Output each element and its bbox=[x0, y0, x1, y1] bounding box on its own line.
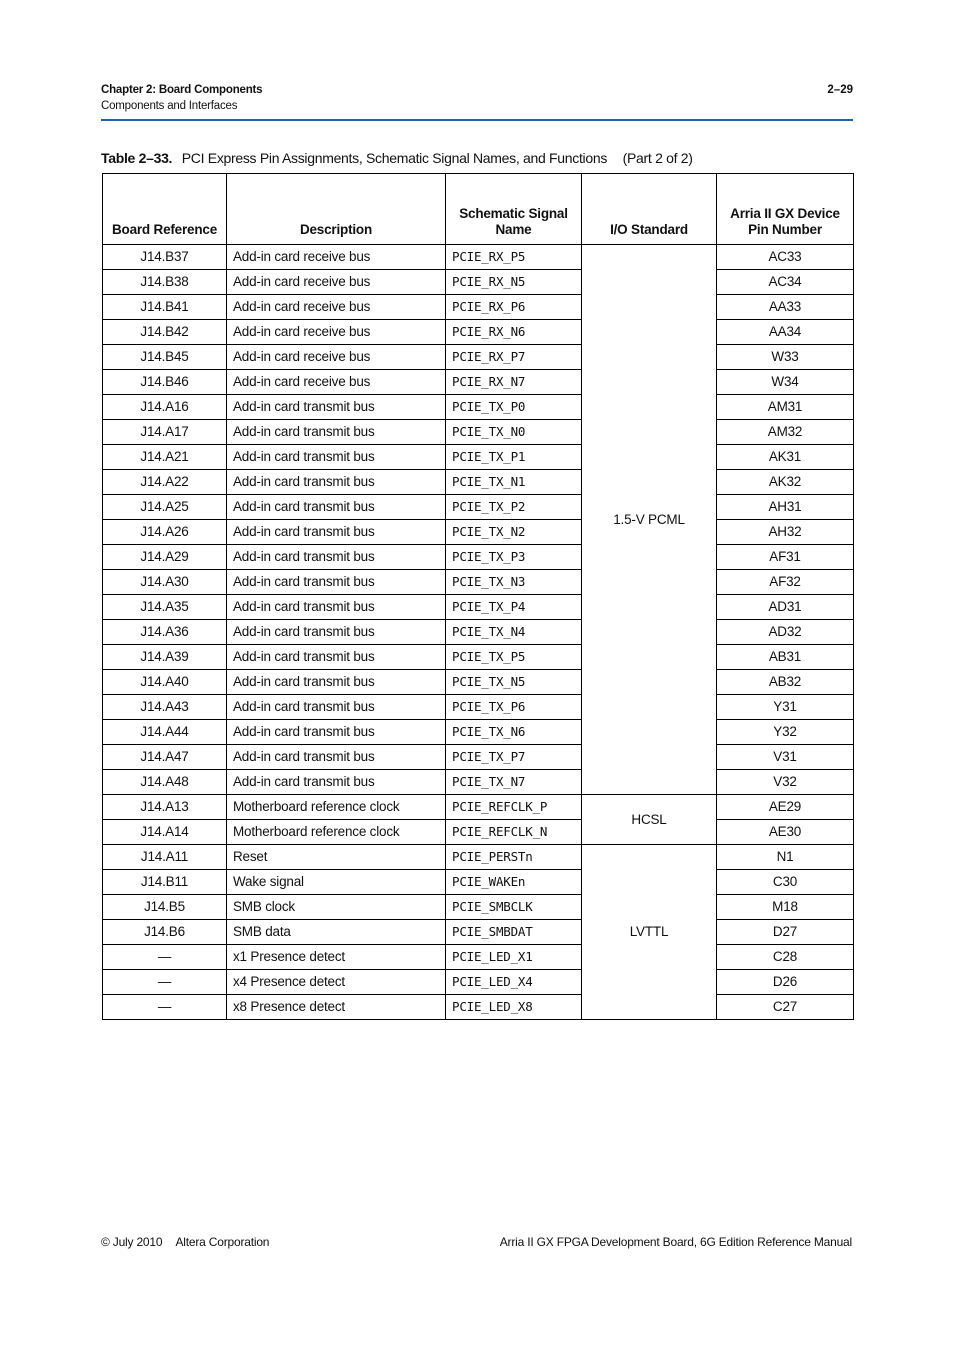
signal-name-cell: PCIE_LED_X8 bbox=[446, 995, 582, 1020]
table-body bbox=[103, 245, 854, 1020]
description-cell: Add-in card transmit bus bbox=[227, 495, 446, 520]
board-reference-cell: J14.B42 bbox=[103, 320, 227, 345]
board-reference-cell: J14.B41 bbox=[103, 295, 227, 320]
signal-name-cell: PCIE_TX_N4 bbox=[446, 620, 582, 645]
signal-name-cell: PCIE_TX_N5 bbox=[446, 670, 582, 695]
col-pin-line2: Pin Number bbox=[748, 222, 822, 237]
table-row bbox=[103, 670, 854, 695]
description-cell: Wake signal bbox=[227, 870, 446, 895]
io-standard-cell: 1.5-V PCML bbox=[582, 245, 717, 795]
board-reference-cell: J14.B11 bbox=[103, 870, 227, 895]
table-part: (Part 2 of 2) bbox=[622, 150, 693, 166]
pin-number-cell: Y32 bbox=[717, 720, 854, 745]
pin-number-cell: D26 bbox=[717, 970, 854, 995]
signal-name-cell: PCIE_PERSTn bbox=[446, 845, 582, 870]
board-reference-cell: J14.A25 bbox=[103, 495, 227, 520]
signal-name-cell: PCIE_LED_X1 bbox=[446, 945, 582, 970]
description-cell: Add-in card receive bus bbox=[227, 320, 446, 345]
board-reference-cell: J14.A43 bbox=[103, 695, 227, 720]
signal-name-cell: PCIE_TX_N3 bbox=[446, 570, 582, 595]
signal-name-cell: PCIE_REFCLK_N bbox=[446, 820, 582, 845]
pin-number-cell: AF31 bbox=[717, 545, 854, 570]
board-reference-cell: J14.B6 bbox=[103, 920, 227, 945]
table-row bbox=[103, 720, 854, 745]
signal-name-cell: PCIE_RX_N7 bbox=[446, 370, 582, 395]
description-cell: Add-in card transmit bus bbox=[227, 620, 446, 645]
header-rule bbox=[101, 119, 853, 121]
table-row bbox=[103, 970, 854, 995]
signal-name-cell: PCIE_SMBDAT bbox=[446, 920, 582, 945]
board-reference-cell: J14.A22 bbox=[103, 470, 227, 495]
table-row bbox=[103, 895, 854, 920]
board-reference-cell: J14.A35 bbox=[103, 595, 227, 620]
signal-name-cell: PCIE_RX_P6 bbox=[446, 295, 582, 320]
pin-number-cell: N1 bbox=[717, 845, 854, 870]
board-reference-cell: J14.A39 bbox=[103, 645, 227, 670]
table-row bbox=[103, 295, 854, 320]
table-row bbox=[103, 570, 854, 595]
signal-name-cell: PCIE_TX_P1 bbox=[446, 445, 582, 470]
board-reference-cell: J14.A17 bbox=[103, 420, 227, 445]
board-reference-cell: — bbox=[103, 995, 227, 1020]
pin-number-cell: AA33 bbox=[717, 295, 854, 320]
io-standard-cell: LVTTL bbox=[582, 845, 717, 1020]
signal-name-cell: PCIE_TX_P5 bbox=[446, 645, 582, 670]
pin-number-cell: V31 bbox=[717, 745, 854, 770]
table-row bbox=[103, 695, 854, 720]
col-description: Description bbox=[227, 174, 446, 245]
signal-name-cell: PCIE_TX_N0 bbox=[446, 420, 582, 445]
description-cell: SMB data bbox=[227, 920, 446, 945]
table-row bbox=[103, 420, 854, 445]
table-row bbox=[103, 545, 854, 570]
board-reference-cell: J14.A26 bbox=[103, 520, 227, 545]
table-row bbox=[103, 945, 854, 970]
pin-number-cell: AD32 bbox=[717, 620, 854, 645]
description-cell: Add-in card transmit bus bbox=[227, 770, 446, 795]
description-cell: Add-in card transmit bus bbox=[227, 545, 446, 570]
pin-number-cell: V32 bbox=[717, 770, 854, 795]
pin-number-cell: AH32 bbox=[717, 520, 854, 545]
description-cell: Add-in card receive bus bbox=[227, 370, 446, 395]
description-cell: Add-in card receive bus bbox=[227, 295, 446, 320]
description-cell: Add-in card transmit bus bbox=[227, 645, 446, 670]
signal-name-cell: PCIE_LED_X4 bbox=[446, 970, 582, 995]
table-row bbox=[103, 270, 854, 295]
description-cell: x1 Presence detect bbox=[227, 945, 446, 970]
pin-number-cell: W33 bbox=[717, 345, 854, 370]
board-reference-cell: J14.B46 bbox=[103, 370, 227, 395]
footer-left bbox=[101, 1235, 269, 1249]
col-pin-line1: Arria II GX Device bbox=[730, 206, 840, 221]
table-row bbox=[103, 445, 854, 470]
page-number: 2–29 bbox=[827, 84, 853, 96]
table-header-row bbox=[103, 174, 854, 245]
pin-number-cell: AD31 bbox=[717, 595, 854, 620]
signal-name-cell: PCIE_TX_P3 bbox=[446, 545, 582, 570]
signal-name-cell: PCIE_TX_P7 bbox=[446, 745, 582, 770]
board-reference-cell: J14.A16 bbox=[103, 395, 227, 420]
signal-name-cell: PCIE_TX_P2 bbox=[446, 495, 582, 520]
description-cell: Reset bbox=[227, 845, 446, 870]
table-row bbox=[103, 470, 854, 495]
pin-number-cell: D27 bbox=[717, 920, 854, 945]
description-cell: Add-in card receive bus bbox=[227, 345, 446, 370]
pin-number-cell: AE30 bbox=[717, 820, 854, 845]
table-row bbox=[103, 745, 854, 770]
description-cell: Add-in card receive bus bbox=[227, 245, 446, 270]
table-row bbox=[103, 870, 854, 895]
table-row bbox=[103, 795, 854, 820]
signal-name-cell: PCIE_TX_N6 bbox=[446, 720, 582, 745]
signal-name-cell: PCIE_REFCLK_P bbox=[446, 795, 582, 820]
description-cell: Motherboard reference clock bbox=[227, 795, 446, 820]
pin-number-cell: W34 bbox=[717, 370, 854, 395]
description-cell: SMB clock bbox=[227, 895, 446, 920]
signal-name-cell: PCIE_SMBCLK bbox=[446, 895, 582, 920]
table-row bbox=[103, 245, 854, 270]
board-reference-cell: J14.A47 bbox=[103, 745, 227, 770]
col-pin-number bbox=[717, 174, 854, 245]
description-cell: Add-in card transmit bus bbox=[227, 520, 446, 545]
table-caption bbox=[101, 150, 693, 166]
table-row bbox=[103, 845, 854, 870]
signal-name-cell: PCIE_TX_N2 bbox=[446, 520, 582, 545]
description-cell: x8 Presence detect bbox=[227, 995, 446, 1020]
description-cell: Add-in card transmit bus bbox=[227, 420, 446, 445]
board-reference-cell: J14.A48 bbox=[103, 770, 227, 795]
pin-number-cell: AC33 bbox=[717, 245, 854, 270]
signal-name-cell: PCIE_TX_P4 bbox=[446, 595, 582, 620]
pin-number-cell: C28 bbox=[717, 945, 854, 970]
table-row bbox=[103, 345, 854, 370]
board-reference-cell: J14.A29 bbox=[103, 545, 227, 570]
col-io-standard: I/O Standard bbox=[582, 174, 717, 245]
pin-number-cell: C27 bbox=[717, 995, 854, 1020]
board-reference-cell: J14.B5 bbox=[103, 895, 227, 920]
board-reference-cell: J14.B45 bbox=[103, 345, 227, 370]
pin-assignment-table bbox=[102, 173, 854, 1020]
description-cell: Add-in card transmit bus bbox=[227, 695, 446, 720]
pin-number-cell: AE29 bbox=[717, 795, 854, 820]
table-row bbox=[103, 645, 854, 670]
pin-number-cell: C30 bbox=[717, 870, 854, 895]
pin-number-cell: AH31 bbox=[717, 495, 854, 520]
signal-name-cell: PCIE_TX_N1 bbox=[446, 470, 582, 495]
pin-number-cell: AM31 bbox=[717, 395, 854, 420]
col-schematic-signal-name bbox=[446, 174, 582, 245]
table-row bbox=[103, 920, 854, 945]
board-reference-cell: — bbox=[103, 945, 227, 970]
board-reference-cell: J14.A21 bbox=[103, 445, 227, 470]
table-title: PCI Express Pin Assignments, Schematic Signal Names, and Functions bbox=[181, 150, 608, 166]
col-signal-line1: Schematic Signal bbox=[459, 206, 568, 221]
table-row bbox=[103, 620, 854, 645]
pin-number-cell: M18 bbox=[717, 895, 854, 920]
table-row bbox=[103, 370, 854, 395]
description-cell: Add-in card transmit bus bbox=[227, 445, 446, 470]
description-cell: Add-in card transmit bus bbox=[227, 745, 446, 770]
pin-number-cell: AK32 bbox=[717, 470, 854, 495]
signal-name-cell: PCIE_WAKEn bbox=[446, 870, 582, 895]
description-cell: Add-in card transmit bus bbox=[227, 570, 446, 595]
table-row bbox=[103, 320, 854, 345]
section-title: Components and Interfaces bbox=[101, 100, 238, 112]
pin-number-cell: AB32 bbox=[717, 670, 854, 695]
signal-name-cell: PCIE_TX_N7 bbox=[446, 770, 582, 795]
pin-number-cell: AC34 bbox=[717, 270, 854, 295]
signal-name-cell: PCIE_RX_P7 bbox=[446, 345, 582, 370]
signal-name-cell: PCIE_RX_N6 bbox=[446, 320, 582, 345]
board-reference-cell: J14.A11 bbox=[103, 845, 227, 870]
footer-copyright: © July 2010 bbox=[101, 1235, 163, 1249]
description-cell: Motherboard reference clock bbox=[227, 820, 446, 845]
description-cell: Add-in card receive bus bbox=[227, 270, 446, 295]
description-cell: Add-in card transmit bus bbox=[227, 395, 446, 420]
description-cell: x4 Presence detect bbox=[227, 970, 446, 995]
page-header bbox=[101, 83, 853, 121]
table-row bbox=[103, 820, 854, 845]
col-board-reference: Board Reference bbox=[103, 174, 227, 245]
board-reference-cell: — bbox=[103, 970, 227, 995]
pin-number-cell: AB31 bbox=[717, 645, 854, 670]
board-reference-cell: J14.A14 bbox=[103, 820, 227, 845]
io-standard-cell: HCSL bbox=[582, 795, 717, 845]
board-reference-cell: J14.A13 bbox=[103, 795, 227, 820]
table-row bbox=[103, 995, 854, 1020]
pin-number-cell: AA34 bbox=[717, 320, 854, 345]
description-cell: Add-in card transmit bus bbox=[227, 670, 446, 695]
signal-name-cell: PCIE_TX_P0 bbox=[446, 395, 582, 420]
description-cell: Add-in card transmit bus bbox=[227, 470, 446, 495]
signal-name-cell: PCIE_RX_N5 bbox=[446, 270, 582, 295]
pin-number-cell: AF32 bbox=[717, 570, 854, 595]
pin-number-cell: AK31 bbox=[717, 445, 854, 470]
table-row bbox=[103, 520, 854, 545]
board-reference-cell: J14.A40 bbox=[103, 670, 227, 695]
description-cell: Add-in card transmit bus bbox=[227, 595, 446, 620]
pin-number-cell: AM32 bbox=[717, 420, 854, 445]
table-number: Table 2–33. bbox=[101, 150, 173, 166]
board-reference-cell: J14.B37 bbox=[103, 245, 227, 270]
table-row bbox=[103, 595, 854, 620]
board-reference-cell: J14.A44 bbox=[103, 720, 227, 745]
pin-number-cell: Y31 bbox=[717, 695, 854, 720]
signal-name-cell: PCIE_RX_P5 bbox=[446, 245, 582, 270]
signal-name-cell: PCIE_TX_P6 bbox=[446, 695, 582, 720]
footer-company: Altera Corporation bbox=[175, 1235, 270, 1249]
table-row bbox=[103, 770, 854, 795]
board-reference-cell: J14.A30 bbox=[103, 570, 227, 595]
description-cell: Add-in card transmit bus bbox=[227, 720, 446, 745]
board-reference-cell: J14.B38 bbox=[103, 270, 227, 295]
chapter-title: Chapter 2: Board Components bbox=[101, 84, 263, 96]
table-row bbox=[103, 395, 854, 420]
board-reference-cell: J14.A36 bbox=[103, 620, 227, 645]
table-row bbox=[103, 495, 854, 520]
footer-manual-title: Arria II GX FPGA Development Board, 6G Edition Reference Manual bbox=[499, 1235, 852, 1249]
col-signal-line2: Name bbox=[495, 222, 532, 237]
